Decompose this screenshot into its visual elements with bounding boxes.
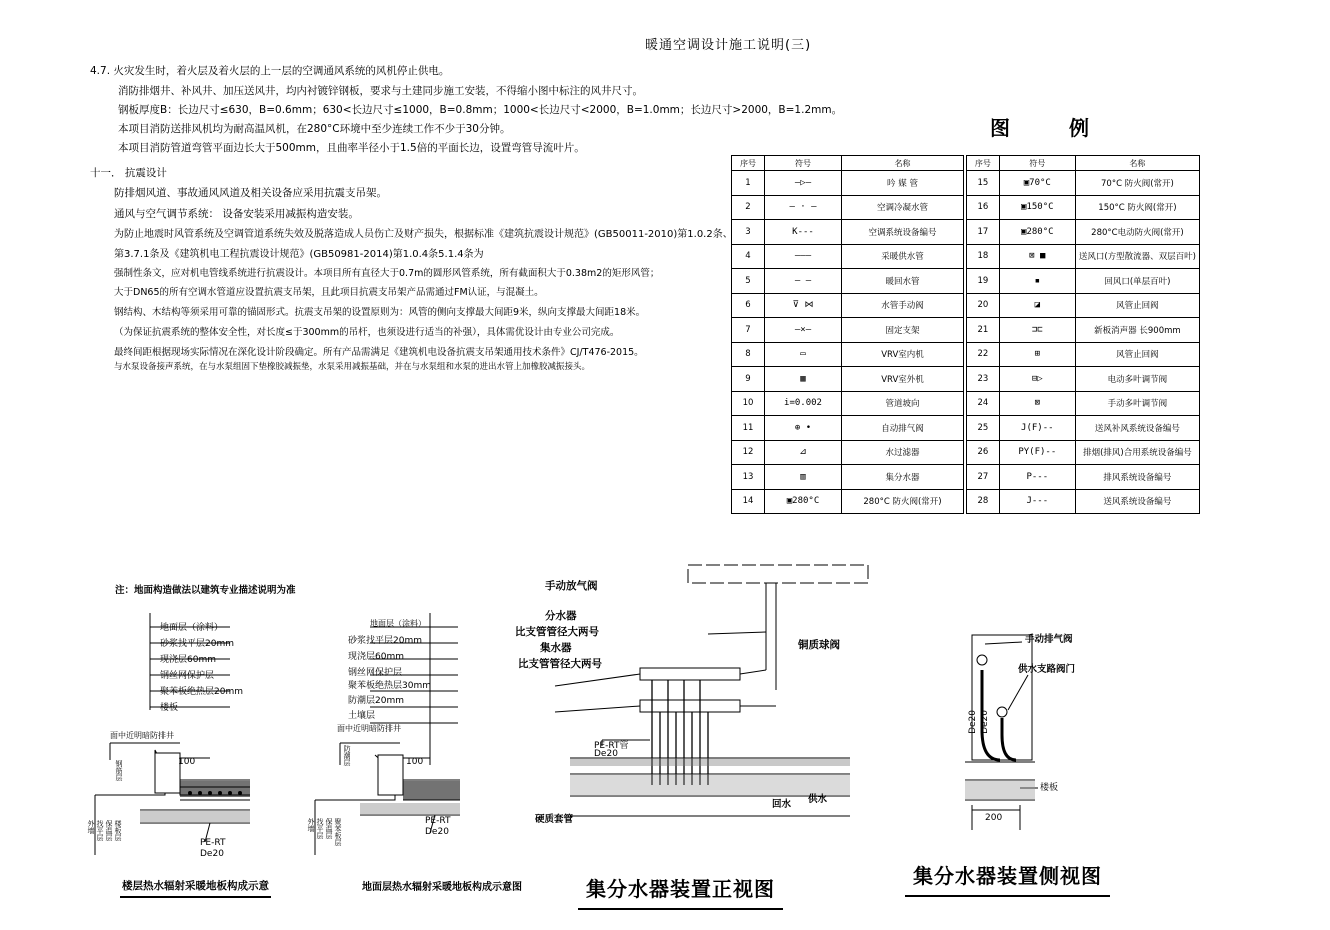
legend-symbol: —▷— (765, 171, 842, 196)
legend-symbol: ⊠ (999, 391, 1075, 416)
legend-symbol: ⊕ • (765, 416, 842, 441)
legend-no: 28 (967, 489, 1000, 514)
section1-layer: 砂浆找平层20mm (160, 639, 234, 649)
note-line: 十一． 抗震设计 (90, 167, 167, 179)
legend-symbol: ⊿ (765, 440, 842, 465)
legend-name: 风管止回阀 (1075, 293, 1199, 318)
legend-name: 280°C 防火阀(常开) (842, 489, 964, 514)
legend-no: 6 (732, 293, 765, 318)
side-valve: 供水支路阀门 (1018, 664, 1076, 675)
legend-row (967, 440, 1200, 465)
legend-name: 280°C电动防火阀(常开) (1075, 220, 1199, 245)
legend-header-symbol: 符号 (765, 156, 842, 171)
legend-table-right (966, 155, 1200, 514)
legend-name: 空调系统设备编号 (842, 220, 964, 245)
section1-layer: 楼板 (160, 703, 179, 713)
legend-no: 12 (732, 440, 765, 465)
legend-no: 11 (732, 416, 765, 441)
legend-row (732, 367, 964, 392)
legend-row (732, 244, 964, 269)
legend-row (967, 465, 1200, 490)
note-line: 通风与空气调节系统： 设备安装采用减振构造安装。 (114, 208, 359, 220)
note-line: 防排烟风道、事故通风风道及相关设备应采用抗震支吊架。 (114, 187, 387, 199)
section2-layer: 现浇层60mm (348, 652, 404, 662)
legend-row (732, 440, 964, 465)
legend-name: 水过滤器 (842, 440, 964, 465)
legend-symbol: ▣150°C (999, 195, 1075, 220)
legend-symbol: i=0.002 (765, 391, 842, 416)
legend-name: 送风补风系统设备编号 (1075, 416, 1199, 441)
legend-name: 150°C 防火阀(常开) (1075, 195, 1199, 220)
legend-name: 排风系统设备编号 (1075, 465, 1199, 490)
legend-name: VRV室内机 (842, 342, 964, 367)
section2-wall-label: 防潮层 (343, 745, 351, 766)
legend-name: 手动多叶调节阀 (1075, 391, 1199, 416)
note-line: 为防止地震时风管系统及空调管道系统失效及脱落造成人员伤亡及财产损失，根据标准《建筑抗震设计规范》(GB50011-2010)第1.0.2条、 (114, 229, 733, 240)
note-line: 钢板厚度B：长边尺寸≤630，B=0.6mm；630<长边尺寸≤1000，B=0.8mm；1000<长边尺寸<2000，B=1.0mm；长边尺寸>2000，B=1.2mm。 (118, 104, 843, 116)
legend-symbol: PY(F)-- (999, 440, 1075, 465)
legend-no: 8 (732, 342, 765, 367)
legend-no: 26 (967, 440, 1000, 465)
legend-name: VRV室外机 (842, 367, 964, 392)
front-sleeve: 硬质套管 (535, 814, 574, 825)
legend-symbol: ▣280°C (765, 489, 842, 514)
legend-row (732, 220, 964, 245)
legend-name: 电动多叶调节阀 (1075, 367, 1199, 392)
section2-layer: 防潮层20mm (348, 696, 404, 706)
legend-table-left (731, 155, 964, 514)
legend-row (967, 489, 1200, 514)
legend-row (732, 342, 964, 367)
legend-row (732, 489, 964, 514)
legend-no: 25 (967, 416, 1000, 441)
note-line: 与水泵设备接声系统，在与水泵组固下垫橡胶减振垫，水泵采用减振基础，并在与水泵组和水泵的进出水管上加橡胶减振接头。 (114, 362, 591, 372)
legend-name: 空调冷凝水管 (842, 195, 964, 220)
legend-no: 14 (732, 489, 765, 514)
legend-row (967, 220, 1200, 245)
note-line: 本项目消防送排风机均为耐高温风机，在280°C环境中至少连续工作不少于30分钟。 (118, 123, 511, 135)
front-valve: 铜质球阀 (798, 639, 840, 651)
side-pipe-a: De20 (968, 710, 978, 734)
side-caption: 集分水器装置侧视图 (905, 860, 1110, 897)
legend-row (967, 171, 1200, 196)
legend-name: 自动排气阀 (842, 416, 964, 441)
legend-header-name: 名称 (1075, 156, 1199, 171)
front-caption: 集分水器装置正视图 (578, 873, 783, 910)
legend-no: 2 (732, 195, 765, 220)
legend-name: 水管手动阀 (842, 293, 964, 318)
section1-dim: 100 (178, 757, 196, 767)
legend-name: 暖回水管 (842, 269, 964, 294)
section1-wall-label: 钢筋层 (115, 760, 123, 781)
legend-no: 4 (732, 244, 765, 269)
section1-layer: 钢丝网保护层 (160, 671, 215, 681)
legend-no: 10 (732, 391, 765, 416)
note-line: 第3.7.1条及《建筑机电工程抗震设计规范》(GB50981-2014)第1.0.4条5.1.4条为 (114, 249, 484, 260)
side-vent: 手动排气阀 (1025, 634, 1073, 645)
legend-symbol: J(F)-- (999, 416, 1075, 441)
legend-name: 回风口(单层百叶) (1075, 269, 1199, 294)
legend-symbol: —×— (765, 318, 842, 343)
section2-layer: 聚苯板绝热层30mm (348, 681, 431, 691)
legend-name: 采暖供水管 (842, 244, 964, 269)
section1-left-label: 找平层 (96, 820, 104, 841)
legend-row (732, 269, 964, 294)
legend-no: 1 (732, 171, 765, 196)
legend-no: 16 (967, 195, 1000, 220)
legend-row (967, 416, 1200, 441)
legend-name: 70°C 防火阀(常开) (1075, 171, 1199, 196)
legend-symbol: ⊐⊏ (999, 318, 1075, 343)
legend-symbol: ⊠ ■ (999, 244, 1075, 269)
legend-row (732, 293, 964, 318)
legend-symbol: ⊞ (999, 342, 1075, 367)
legend-no: 15 (967, 171, 1000, 196)
legend-no: 21 (967, 318, 1000, 343)
legend-row (967, 342, 1200, 367)
section2-tag: 面中近明暗防排井 (337, 724, 401, 733)
legend-row (967, 244, 1200, 269)
legend-title: 图 例 (990, 116, 1115, 140)
note-line: （为保证抗震系统的整体安全性，对长度≤于300mm的吊杆，也须设进行适当的补强），具体需优设计由专业公司完成。 (114, 327, 620, 338)
section1-layer: 地面层（涂料） (160, 623, 224, 633)
legend-name: 吟 媒 管 (842, 171, 964, 196)
section1-left-label: 外墙 (87, 820, 95, 834)
legend-name: 固定支架 (842, 318, 964, 343)
section1-caption: 楼层热水辐射采暖地板构成示意 (120, 878, 271, 898)
front-return: 回水 (772, 799, 792, 810)
legend-row (732, 391, 964, 416)
section2-left-label: 聚苯板层 (334, 818, 342, 846)
legend-no: 27 (967, 465, 1000, 490)
legend-name: 排烟(排风)合用系统设备编号 (1075, 440, 1199, 465)
legend-no: 7 (732, 318, 765, 343)
section2-pipe-size: De20 (425, 827, 449, 837)
section2-layer: 地面层（涂料） (370, 619, 426, 628)
legend-row (967, 293, 1200, 318)
note-line: 钢结构、木结构等须采用可靠的锚固形式。抗震支吊架的设置原则为：风管的侧向支撑最大间距9米，纵向支撑最大间距18米。 (114, 307, 646, 318)
front-supply: 供水 (808, 794, 828, 805)
side-pipe-b: De20 (980, 710, 990, 734)
legend-row (967, 269, 1200, 294)
front-pipe-size: De20 (594, 749, 618, 759)
legend-symbol: ◪ (999, 293, 1075, 318)
section1-pipe: PE-RT (200, 838, 226, 848)
legend-no: 22 (967, 342, 1000, 367)
legend-symbol: ——— (765, 244, 842, 269)
section1-tag: 面中近明暗防排井 (110, 731, 174, 740)
side-dim: 200 (985, 813, 1003, 823)
section2-layer: 砂浆找平层20mm (348, 636, 422, 646)
legend-name: 管道坡向 (842, 391, 964, 416)
legend-symbol: ▪ (999, 269, 1075, 294)
legend-symbol: ▣70°C (999, 171, 1075, 196)
front-pipe: PE-RT管 (594, 741, 629, 751)
legend-no: 23 (967, 367, 1000, 392)
legend-name: 风管止回阀 (1075, 342, 1199, 367)
legend-no: 3 (732, 220, 765, 245)
legend-no: 17 (967, 220, 1000, 245)
legend-row (732, 465, 964, 490)
manifold-front-drawing (540, 560, 880, 830)
legend-row (732, 416, 964, 441)
legend-header-name: 名称 (842, 156, 964, 171)
front-label: 集水器 (540, 642, 572, 654)
legend-name: 集分水器 (842, 465, 964, 490)
front-label: 手动放气阀 (545, 580, 598, 592)
legend-symbol: K--- (765, 220, 842, 245)
legend-row (732, 318, 964, 343)
legend-symbol: ▦ (765, 367, 842, 392)
legend-no: 18 (967, 244, 1000, 269)
section1-left-label: 保温层 (105, 820, 113, 841)
legend-row (967, 367, 1200, 392)
note-line: 强制性条文，应对机电管线系统进行抗震设计。本项目所有直径大于0.7m的圆形风管系统，所有截面积大于0.38m2的矩形风管； (114, 268, 660, 279)
legend-symbol: J--- (999, 489, 1075, 514)
section1-left-label: 楼板层 (114, 820, 122, 841)
legend-symbol: ▣280°C (999, 220, 1075, 245)
section2-left-label: 保温层 (325, 818, 333, 839)
section1-layer: 现浇层60mm (160, 655, 216, 665)
legend-symbol: ▭ (765, 342, 842, 367)
section2-layer: 土壤层 (348, 711, 376, 721)
legend-header-symbol: 符号 (999, 156, 1075, 171)
legend-row (967, 318, 1200, 343)
section1-layer: 聚苯板绝热层20mm (160, 687, 243, 697)
legend-no: 20 (967, 293, 1000, 318)
legend-symbol: ⊟▷ (999, 367, 1075, 392)
floor-note: 注：地面构造做法以建筑专业描述说明为准 (115, 585, 296, 596)
legend-row (732, 195, 964, 220)
section2-caption: 地面层热水辐射采暖地板构成示意图 (362, 882, 522, 893)
legend-row (967, 391, 1200, 416)
legend-symbol: — · — (765, 195, 842, 220)
note-line: 本项目消防管道弯管平面边长大于500mm，且曲率半径小于1.5倍的平面长边，设置弯管导流叶片。 (118, 142, 585, 154)
legend-name: 送风系统设备编号 (1075, 489, 1199, 514)
front-label: 比支管管径大两号 (518, 658, 602, 670)
legend-header-no: 序号 (967, 156, 1000, 171)
legend-name: 送风口(方型散流器、双层百叶) (1075, 244, 1199, 269)
front-label: 比支管管径大两号 (515, 626, 599, 638)
legend-symbol: P--- (999, 465, 1075, 490)
legend-no: 5 (732, 269, 765, 294)
section2-left-label: 外墙 (307, 818, 315, 832)
legend-symbol: — — (765, 269, 842, 294)
section2-left-label: 找平层 (316, 818, 324, 839)
legend-symbol: ▥ (765, 465, 842, 490)
legend-row (732, 171, 964, 196)
legend-header-no: 序号 (732, 156, 765, 171)
legend-name: 新板消声器 长900mm (1075, 318, 1199, 343)
note-line: 最终间距根据现场实际情况在深化设计阶段确定。所有产品需满足《建筑机电设备抗震支吊架通用技术条件》CJ/T476-2015。 (114, 347, 644, 358)
section2-layer: 钢丝网保护层 (348, 668, 403, 678)
section2-pipe: PE-RT (425, 816, 451, 826)
front-label: 分水器 (545, 610, 577, 622)
legend-symbol: ⊽ ⋈ (765, 293, 842, 318)
page-title: 暖通空调设计施工说明(三) (645, 38, 812, 53)
legend-no: 9 (732, 367, 765, 392)
note-line: 4.7. 火灾发生时，着火层及着火层的上一层的空调通风系统的风机停止供电。 (90, 65, 450, 77)
legend-no: 19 (967, 269, 1000, 294)
note-line: 消防排烟井、补风井、加压送风井，均内衬镀锌钢板，要求与土建同步施工安装，不得缩小图中标注的风井尺寸。 (118, 85, 643, 97)
legend-row (967, 195, 1200, 220)
note-line: 大于DN65的所有空调水管道应设置抗震支吊架，且此项目抗震支吊架产品需通过FM认证，与混凝土。 (114, 287, 544, 298)
section2-dim: 100 (406, 757, 424, 767)
legend-no: 24 (967, 391, 1000, 416)
section1-pipe-size: De20 (200, 849, 224, 859)
side-slab: 楼板 (1040, 783, 1059, 793)
legend-no: 13 (732, 465, 765, 490)
